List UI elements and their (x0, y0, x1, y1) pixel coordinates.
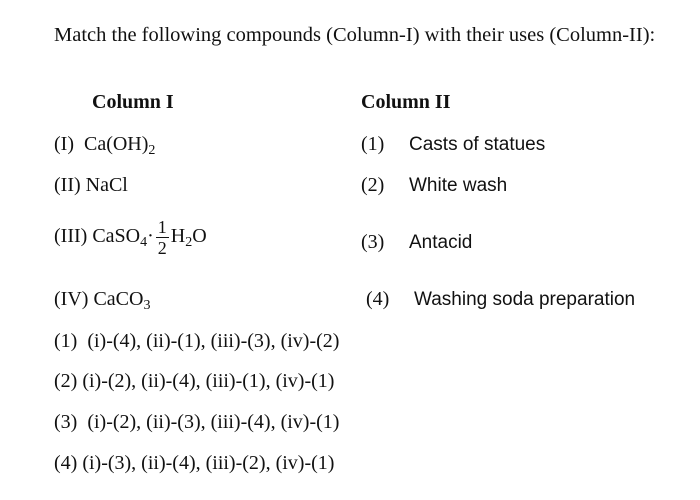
option-text: (i)-(4), (ii)-(1), (iii)-(3), (iv)-(2) (87, 330, 340, 352)
formula: CaCO (93, 288, 144, 310)
formula-subscript-2: 2 (185, 235, 193, 251)
answer-option-2[interactable] (54, 370, 334, 393)
item-number: (2) (361, 174, 385, 196)
formula: Ca(OH) (83, 133, 149, 155)
option-label: (1) (54, 330, 78, 352)
fraction-denominator: 2 (157, 238, 167, 258)
option-label: (4) (54, 452, 78, 474)
item-number: (1) (361, 133, 385, 155)
column1-item-1 (54, 133, 155, 156)
formula-dot: · (147, 225, 154, 248)
column-1-header: Column I (92, 91, 174, 113)
option-text: (i)-(2), (ii)-(3), (iii)-(4), (iv)-(1) (87, 411, 340, 433)
formula-subscript: 3 (143, 298, 151, 313)
item-label: (IV) (54, 288, 89, 310)
item-number: (4) (366, 288, 390, 310)
option-text: (i)-(2), (ii)-(4), (iii)-(1), (iv)-(1) (82, 370, 335, 392)
column1-item-2 (54, 174, 128, 197)
item-label: (I) (54, 133, 74, 155)
fraction (156, 217, 169, 258)
fraction-numerator: 1 (157, 217, 167, 237)
column2-item-2 (361, 174, 507, 197)
formula-pre: CaSO (92, 225, 141, 248)
formula-subscript: 4 (140, 235, 148, 251)
option-label: (3) (54, 411, 78, 433)
item-text: Casts of statues (409, 134, 546, 155)
formula-subscript: 2 (148, 143, 156, 158)
item-text: Antacid (409, 232, 473, 253)
answer-option-3[interactable] (54, 411, 339, 434)
item-number: (3) (361, 231, 385, 253)
formula-end: O (192, 225, 207, 248)
option-text: (i)-(3), (ii)-(4), (iii)-(2), (iv)-(1) (82, 452, 335, 474)
item-label: (II) (54, 174, 81, 196)
column2-item-3 (361, 231, 472, 254)
question-text: Match the following compounds (Column-I) with their uses (Column-II): (54, 24, 656, 46)
option-label: (2) (54, 370, 78, 392)
item-text: White wash (409, 175, 508, 196)
column-2-header: Column II (361, 91, 451, 113)
formula: NaCl (85, 174, 128, 196)
answer-option-4[interactable] (54, 452, 334, 475)
column2-item-4 (366, 288, 635, 311)
column1-item-3 (54, 217, 207, 258)
column2-item-1 (361, 133, 545, 156)
formula-post: H (170, 225, 186, 248)
column1-item-4 (54, 288, 150, 311)
item-text: Washing soda preparation (414, 289, 636, 310)
answer-option-1[interactable] (54, 330, 339, 353)
item-label: (III) (54, 225, 88, 248)
